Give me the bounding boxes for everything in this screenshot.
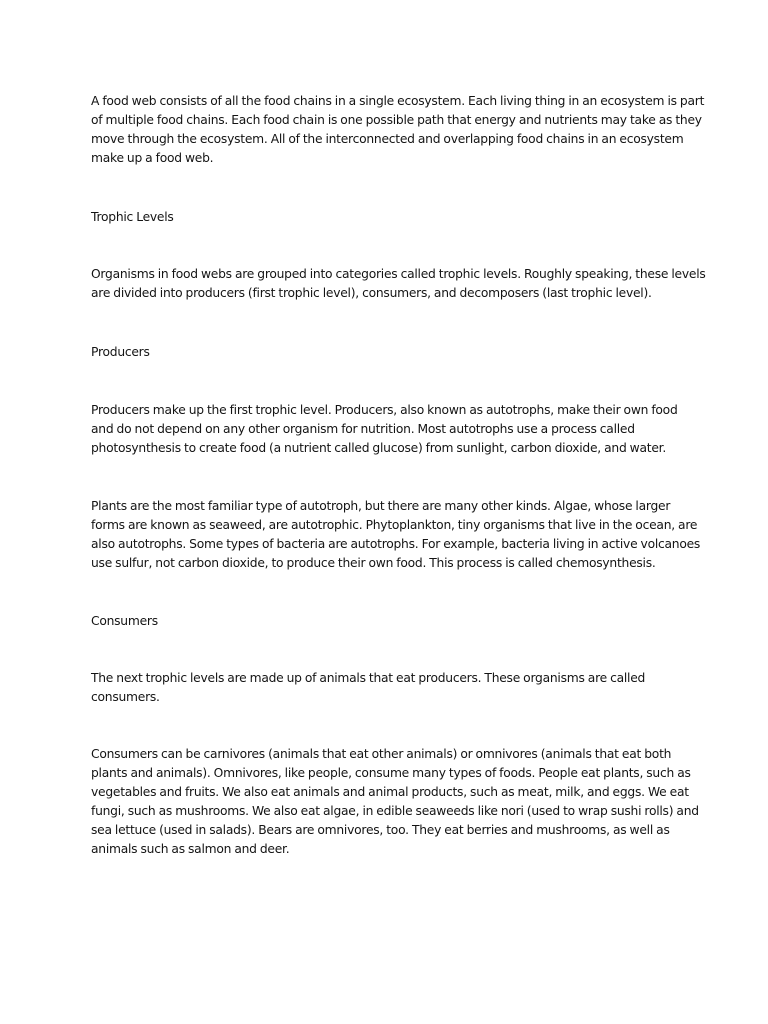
consumers-paragraph-1 (91, 669, 691, 707)
producers-paragraph-2 (91, 497, 701, 573)
section-heading: Trophic Levels (91, 210, 174, 224)
text-line: make up a food web. (91, 151, 214, 165)
producers-paragraph-1 (91, 401, 691, 458)
section-heading: Producers (91, 345, 150, 359)
text-line: Organisms in food webs are grouped into categories called trophic levels. Roughly speaking, these levels (91, 267, 706, 281)
heading-trophic-levels (91, 208, 691, 227)
section-heading: Consumers (91, 614, 158, 628)
heading-producers (91, 343, 691, 362)
text-line: consumers. (91, 690, 160, 704)
text-line: are divided into producers (first trophic level), consumers, and decomposers (last trophic level). (91, 286, 652, 300)
text-line: sea lettuce (used in salads). Bears are omnivores, too. They eat berries and mushrooms, as well as (91, 823, 670, 837)
text-line: move through the ecosystem. All of the interconnected and overlapping food chains in an ecosystem (91, 132, 684, 146)
text-line: also autotrophs. Some types of bacteria are autotrophs. For example, bacteria living in active volcanoes (91, 537, 701, 551)
text-line: plants and animals). Omnivores, like people, consume many types of foods. People eat plants, such as (91, 766, 691, 780)
text-line: vegetables and fruits. We also eat animals and animal products, such as meat, milk, and eggs. We eat (91, 785, 689, 799)
heading-consumers (91, 612, 691, 631)
text-line: use sulfur, not carbon dioxide, to produce their own food. This process is called chemosynthesis. (91, 556, 656, 570)
text-line: and do not depend on any other organism for nutrition. Most autotrophs use a process called (91, 422, 635, 436)
intro-paragraph (91, 92, 705, 168)
text-line: Consumers can be carnivores (animals that eat other animals) or omnivores (animals that eat both (91, 747, 672, 761)
text-line: A food web consists of all the food chains in a single ecosystem. Each living thing in an ecosystem is part (91, 94, 705, 108)
trophic-levels-paragraph (91, 265, 706, 303)
text-line: of multiple food chains. Each food chain is one possible path that energy and nutrients may take as they (91, 113, 702, 127)
text-line: animals such as salmon and deer. (91, 842, 290, 856)
text-line: forms are known as seaweed, are autotrophic. Phytoplankton, tiny organisms that live in the ocean, are (91, 518, 698, 532)
consumers-paragraph-2 (91, 745, 699, 859)
text-line: fungi, such as mushrooms. We also eat algae, in edible seaweeds like nori (used to wrap sushi rolls) and (91, 804, 699, 818)
text-line: Producers make up the first trophic level. Producers, also known as autotrophs, make their own food (91, 403, 678, 417)
text-line: photosynthesis to create food (a nutrient called glucose) from sunlight, carbon dioxide, and water. (91, 441, 666, 455)
text-line: Plants are the most familiar type of autotroph, but there are many other kinds. Algae, whose larger (91, 499, 671, 513)
text-line: The next trophic levels are made up of animals that eat producers. These organisms are called (91, 671, 646, 685)
